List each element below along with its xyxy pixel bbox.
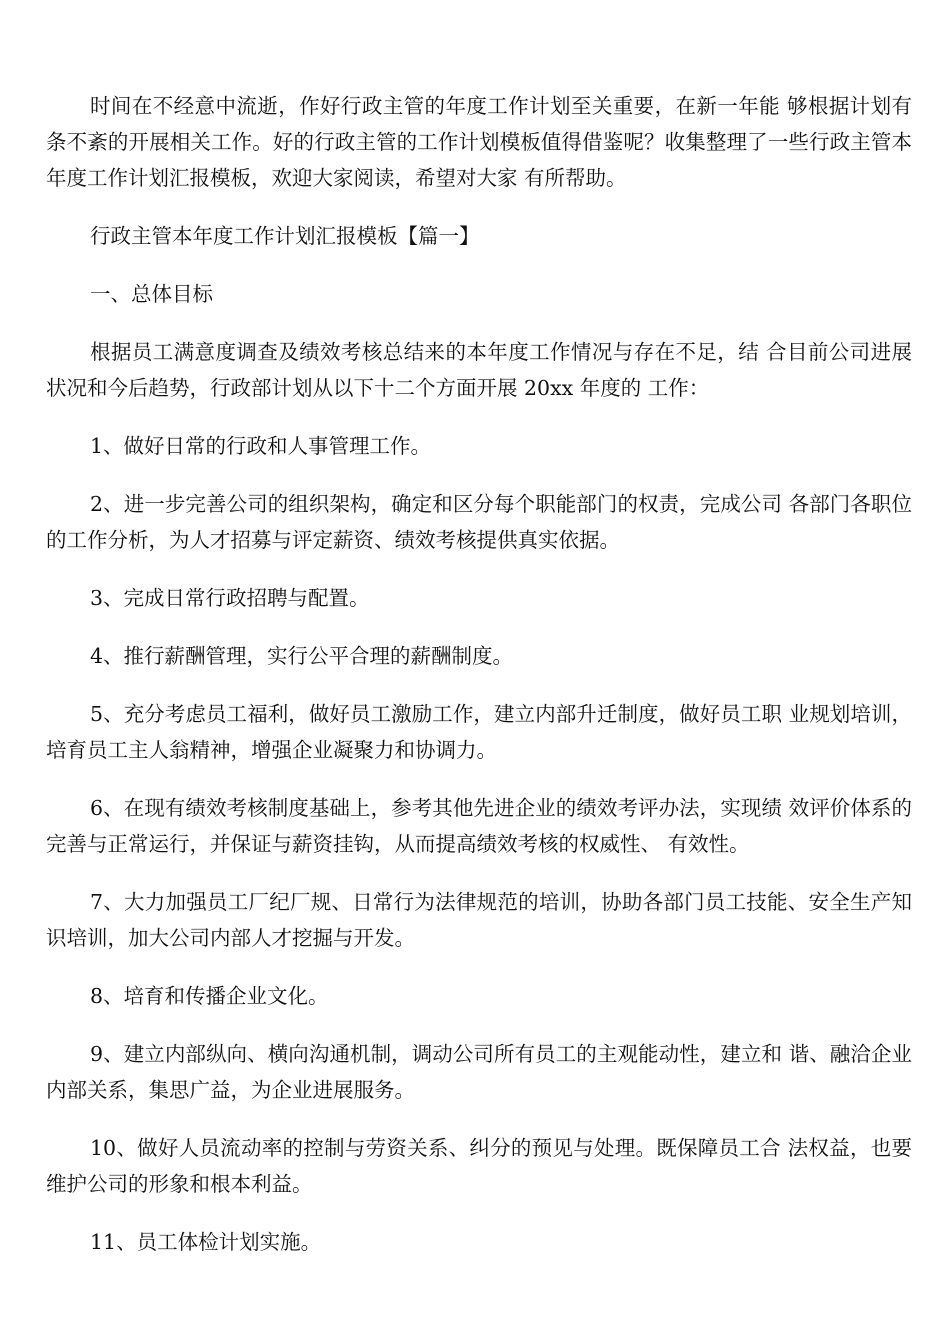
list-item-1: 1、做好日常的行政和人事管理工作。: [90, 434, 432, 458]
subheading-overall-goal: 一、总体目标: [90, 282, 213, 306]
summary-paragraph: 根据员工满意度调查及绩效考核总结来的本年度工作情况与存在不足，结 合目前公司进展状况和今后趋势，行政部计划从以下十二个方面开展 20xx 年度的 工作：: [46, 340, 912, 400]
intro-paragraph: 时间在不经意中流逝，作好行政主管的年度工作计划至关重要，在新一年能 够根据计划有条不紊的开展相关工作。好的行政主管的工作计划模板值得借鉴呢？收集整理了一些行政主管本年度工作计划汇报模板，欢迎大家阅读，希望对大家 有所帮助。: [46, 94, 912, 190]
list-item-4: 4、推行薪酬管理，实行公平合理的薪酬制度。: [90, 644, 514, 668]
list-item-8: 8、培育和传播企业文化。: [90, 984, 329, 1008]
list-item-9: 9、建立内部纵向、横向沟通机制，调动公司所有员工的主观能动性，建立和 谐、融洽企业内部关系，集思广益，为企业进展服务。: [46, 1042, 912, 1102]
list-item-2: 2、进一步完善公司的组织架构，确定和区分每个职能部门的权责，完成公司 各部门各职位的工作分析，为人才招募与评定薪资、绩效考核提供真实依据。: [46, 492, 912, 552]
list-item-3: 3、完成日常行政招聘与配置。: [90, 586, 370, 610]
list-item-7: 7、大力加强员工厂纪厂规、日常行为法律规范的培训，协助各部门员工技能、安全生产知识培训，加大公司内部人才挖掘与开发。: [46, 890, 912, 950]
document-page: [46, 88, 912, 1282]
list-item-11: 11、员工体检计划实施。: [90, 1230, 322, 1254]
section-title: 行政主管本年度工作计划汇报模板【篇一】: [90, 224, 480, 248]
list-item-10: 10、做好人员流动率的控制与劳资关系、纠分的预见与处理。既保障员工合 法权益，也要维护公司的形象和根本利益。: [46, 1136, 912, 1196]
list-item-5: 5、充分考虑员工福利，做好员工激励工作，建立内部升迁制度，做好员工职 业规划培训，培育员工主人翁精神，增强企业凝聚力和协调力。: [46, 702, 912, 762]
list-item-6: 6、在现有绩效考核制度基础上，参考其他先进企业的绩效考评办法，实现绩 效评价体系的完善与正常运行，并保证与薪资挂钩，从而提高绩效考核的权威性、 有效性。: [46, 796, 912, 856]
